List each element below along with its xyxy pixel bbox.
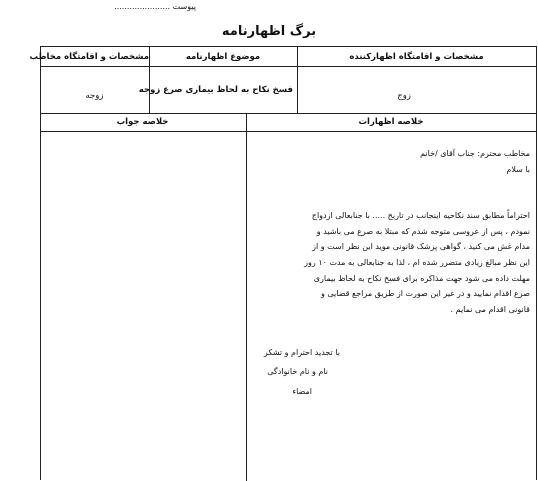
letter-signature-block — [250, 384, 312, 400]
header-statements: خلاصه اظهارات — [358, 117, 424, 127]
attachment-dots: ...................... — [114, 2, 171, 11]
row-divider — [41, 113, 536, 114]
letter-line: مدام غش می کنید ، گواهی پزشک قانونی موید این نظر است و از — [312, 242, 530, 252]
letter-line: صرع اقدام نمایید و در غیر این صورت از طریق مراجع قضایی و — [320, 289, 530, 299]
letter-body — [250, 146, 530, 317]
letter-closing: با تجدید احترام و تشکر — [263, 348, 340, 357]
letter-line: نمودم ، پس از عروسی متوجه شدم که مبتلا به صرع می باشید و — [316, 226, 530, 236]
letter-line: مهلت داده می شود جهت مذاکره برای فسخ نکاح به لحاظ بیماری — [313, 273, 530, 283]
letter-name-line: نام و نام خانوادگی — [267, 367, 328, 376]
letter-salutation: مخاطب محترم: جناب آقای /خانم — [420, 149, 530, 158]
page-title: برگ اظهارنامه — [221, 24, 317, 39]
letter-line: احتراماً مطابق سند نکاحیه اینجانب در تاریخ ..... با جنابعالی ازدواج — [311, 211, 530, 221]
header-divider — [41, 66, 536, 67]
header-sender: مشخصات و اقامتگاه اظهارکننده — [349, 52, 484, 62]
letter-line: قانونی اقدام می نمایم . — [450, 304, 530, 314]
letter-line: این نظر مبالغ زیادی متضرر شده ام ، لذا به جنابعالی به مدت ۱۰ روز — [304, 257, 530, 267]
letter-name-block — [250, 364, 328, 380]
summary-header-divider — [41, 131, 536, 132]
letter-greeting: با سلام — [506, 164, 530, 174]
letter-signature: امضاء — [292, 387, 312, 396]
cell-sender: زوج — [397, 91, 411, 101]
cell-subject: فسخ نکاح به لحاظ بیماری صرع زوجه — [138, 85, 293, 95]
attachment-label: پیوست — [172, 2, 196, 11]
header-reply: خلاصه جواب — [116, 117, 169, 127]
attachment-line — [46, 2, 196, 11]
summary-column-divider — [246, 113, 247, 481]
cell-recipient: زوجه — [85, 91, 104, 101]
header-recipient: مشخصات و اقامتگاه مخاطب — [29, 52, 149, 62]
letter-closing-block — [250, 345, 340, 361]
header-subject: موضوع اظهارنامه — [185, 52, 261, 62]
